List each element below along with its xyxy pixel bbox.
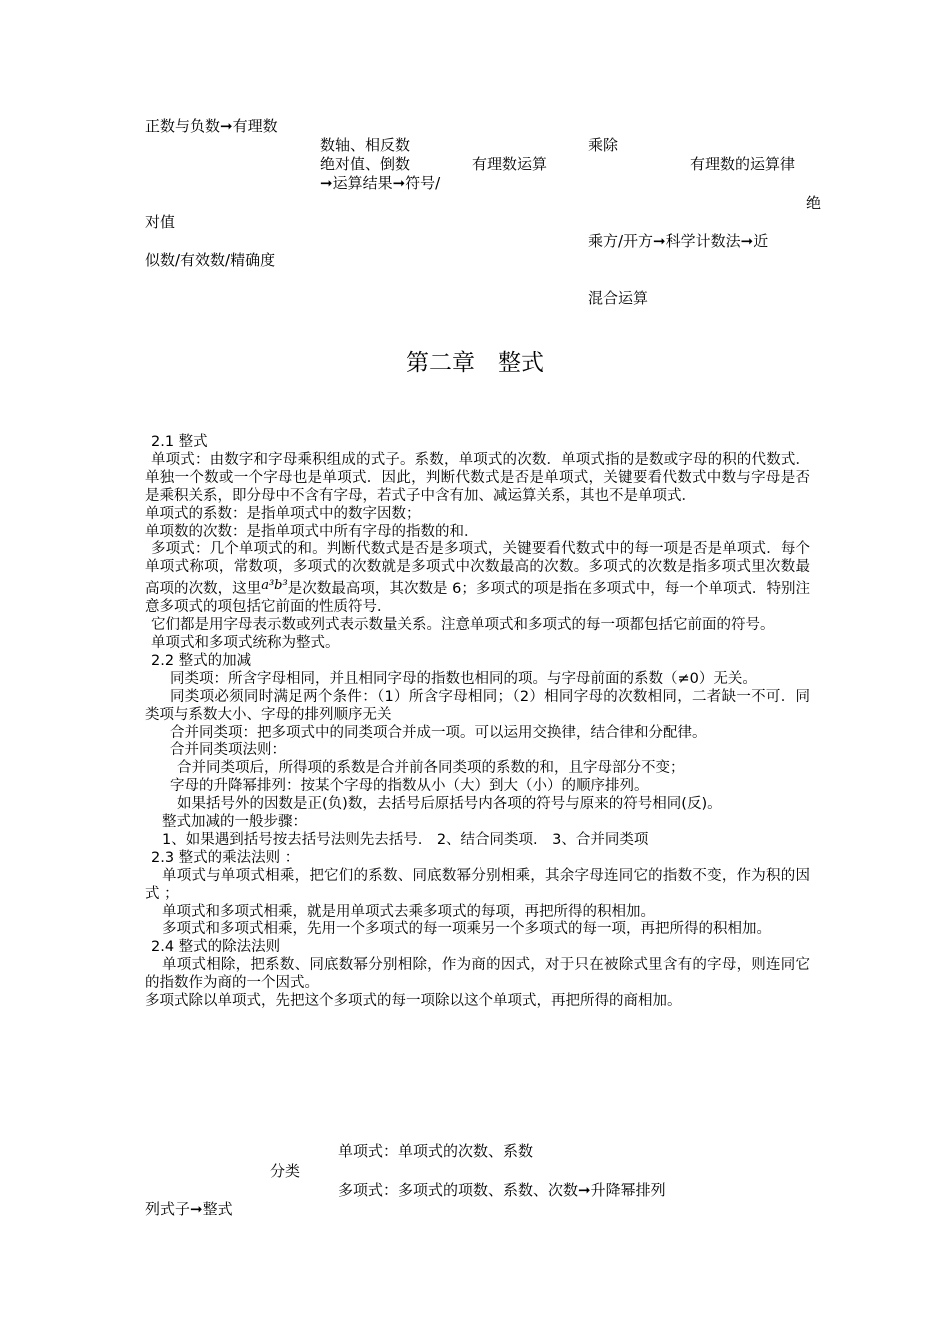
outline1-root: 正数与负数➞有理数 — [145, 117, 278, 135]
paragraph: 多项式和多项式相乘，先用一个多项式的每一项乘另一个多项式的每一项，再把所得的积相加。 — [162, 921, 771, 938]
paragraph: 1、如果遇到括号按去括号法则先去括号. 2、结合同类项. 3、合并同类项 — [162, 831, 649, 848]
outline1-op-muldiv: 乘除 — [588, 136, 619, 154]
paragraph: 如果括号外的因数是正(负)数，去括号后原括号内各项的符号与原来的符号相同(反)。 — [177, 796, 722, 813]
paragraph: 多项式除以单项式，先把这个多项式的每一项除以这个单项式，再把所得的商相加。 — [145, 993, 682, 1010]
paragraph: 合并同类项：把多项式中的同类项合并成一项。可以运用交换律，结合律和分配律。 — [170, 724, 707, 741]
paragraph: 同类项必须同时满足两个条件：（1）所含字母相同；（2）相同字母的次数相同，二者缺一不可．同类项与系数大小、字母的排列顺序无关 — [145, 688, 810, 723]
section-heading-2-3: 2.3 整式的乘法法则 ： — [151, 849, 300, 866]
section-heading-2-4: 2.4 整式的除法法则 — [151, 939, 281, 956]
outline2-monomial: 单项式：单项式的次数、系数 — [338, 1142, 534, 1160]
outline1-approx: 似数/有效数/精确度 — [145, 251, 276, 269]
paragraph: 单项式的系数：是指单项式中的数字因数； — [145, 505, 421, 522]
paragraph: 字母的升降幂排列：按某个字母的指数从小（大）到大（小）的顺序排列。 — [170, 778, 649, 795]
outline1-branch-result: ➞运算结果➞符号/ — [320, 174, 441, 192]
outline1-branch-number-line: 数轴、相反数 — [320, 136, 411, 154]
outline1-cont: 对值 — [145, 213, 176, 231]
outline1-op-laws: 有理数的运算律 — [690, 155, 796, 173]
paragraph: 合并同类项法则： — [170, 742, 286, 759]
paragraph: 单项式和多项式统称为整式。 — [151, 634, 340, 651]
paragraph-text: 是次数最高项，其次数是 6；多项式的项是指在多项式中，每一个单项式．特别注意多项式的项包括它前面的性质符号． — [145, 581, 810, 616]
outline2-root: 列式子➞整式 — [145, 1200, 233, 1218]
outline2-classify: 分类 — [270, 1162, 301, 1180]
outline1-ops: 有理数运算 — [472, 155, 548, 173]
section-heading-2-1: 2.1 整式 — [151, 434, 208, 450]
paragraph-text: 多项式：几个单项式的和。判断代数式是否是多项式，关键要看代数式中的每一项是否是单项式．每个单项式称项，常数项，多项式的次数就是多项式中次数最高的次数。多项式的次数是指多项式里次数最高项的次数，这里 — [145, 541, 810, 598]
outline2-polynomial: 多项式：多项式的项数、系数、次数➞升降幂排列 — [338, 1181, 666, 1199]
section-heading-2-2: 2.2 整式的加减 — [151, 652, 252, 669]
chapter-title: 第二章 整式 — [406, 350, 544, 376]
paragraph: 单项式相除，把系数、同底数幂分别相除，作为商的因式，对于只在被除式里含有的字母，则连同它的指数作为商的一个因式。 — [145, 957, 810, 992]
paragraph: 它们都是用字母表示数或列式表示数量关系。注意单项式和多项式的每一项都包括它前面的符号。 — [151, 617, 775, 634]
outline1-op-power: 乘方/开方➞科学计数法➞近 — [588, 232, 769, 250]
paragraph: 单项数的次数：是指单项式中所有字母的指数的和． — [145, 523, 479, 540]
paragraph: 合并同类项后，所得项的系数是合并前各同类项的系数的和，且字母部分不变； — [177, 760, 685, 777]
outline1-op-mixed: 混合运算 — [588, 289, 649, 307]
chapter-body — [145, 434, 810, 1011]
paragraph: 整式加减的一般步骤： — [162, 814, 307, 831]
paragraph: 单项式与单项式相乘，把它们的系数、同底数幂分别相乘，其余字母连同它的指数不变，作为积的因式 ； — [145, 867, 810, 902]
paragraph-polynomial — [145, 541, 810, 617]
paragraph: 单项式：由数字和字母乘积组成的式子。系数，单项式的次数．单项式指的是数或字母的积的代数式．单独一个数或一个字母也是单项式．因此，判断代数式是否是单项式，关键要看代数式中数与字母是否是乘积关系，即分母中不含有字母，若式子中含有加、减运算关系，其也不是单项式． — [145, 451, 810, 504]
paragraph: 单项式和多项式相乘，就是用单项式去乘多项式的每项，再把所得的积相加。 — [162, 903, 655, 920]
outline1-branch-absolute: 绝对值、倒数 — [320, 155, 411, 173]
formula-a3b3: a³b³ — [261, 578, 288, 594]
paragraph: 同类项：所含字母相同，并且相同字母的指数也相同的项。与字母前面的系数（≠0）无关。 — [170, 670, 757, 687]
outline1-abs-tail: 绝 — [806, 194, 822, 212]
